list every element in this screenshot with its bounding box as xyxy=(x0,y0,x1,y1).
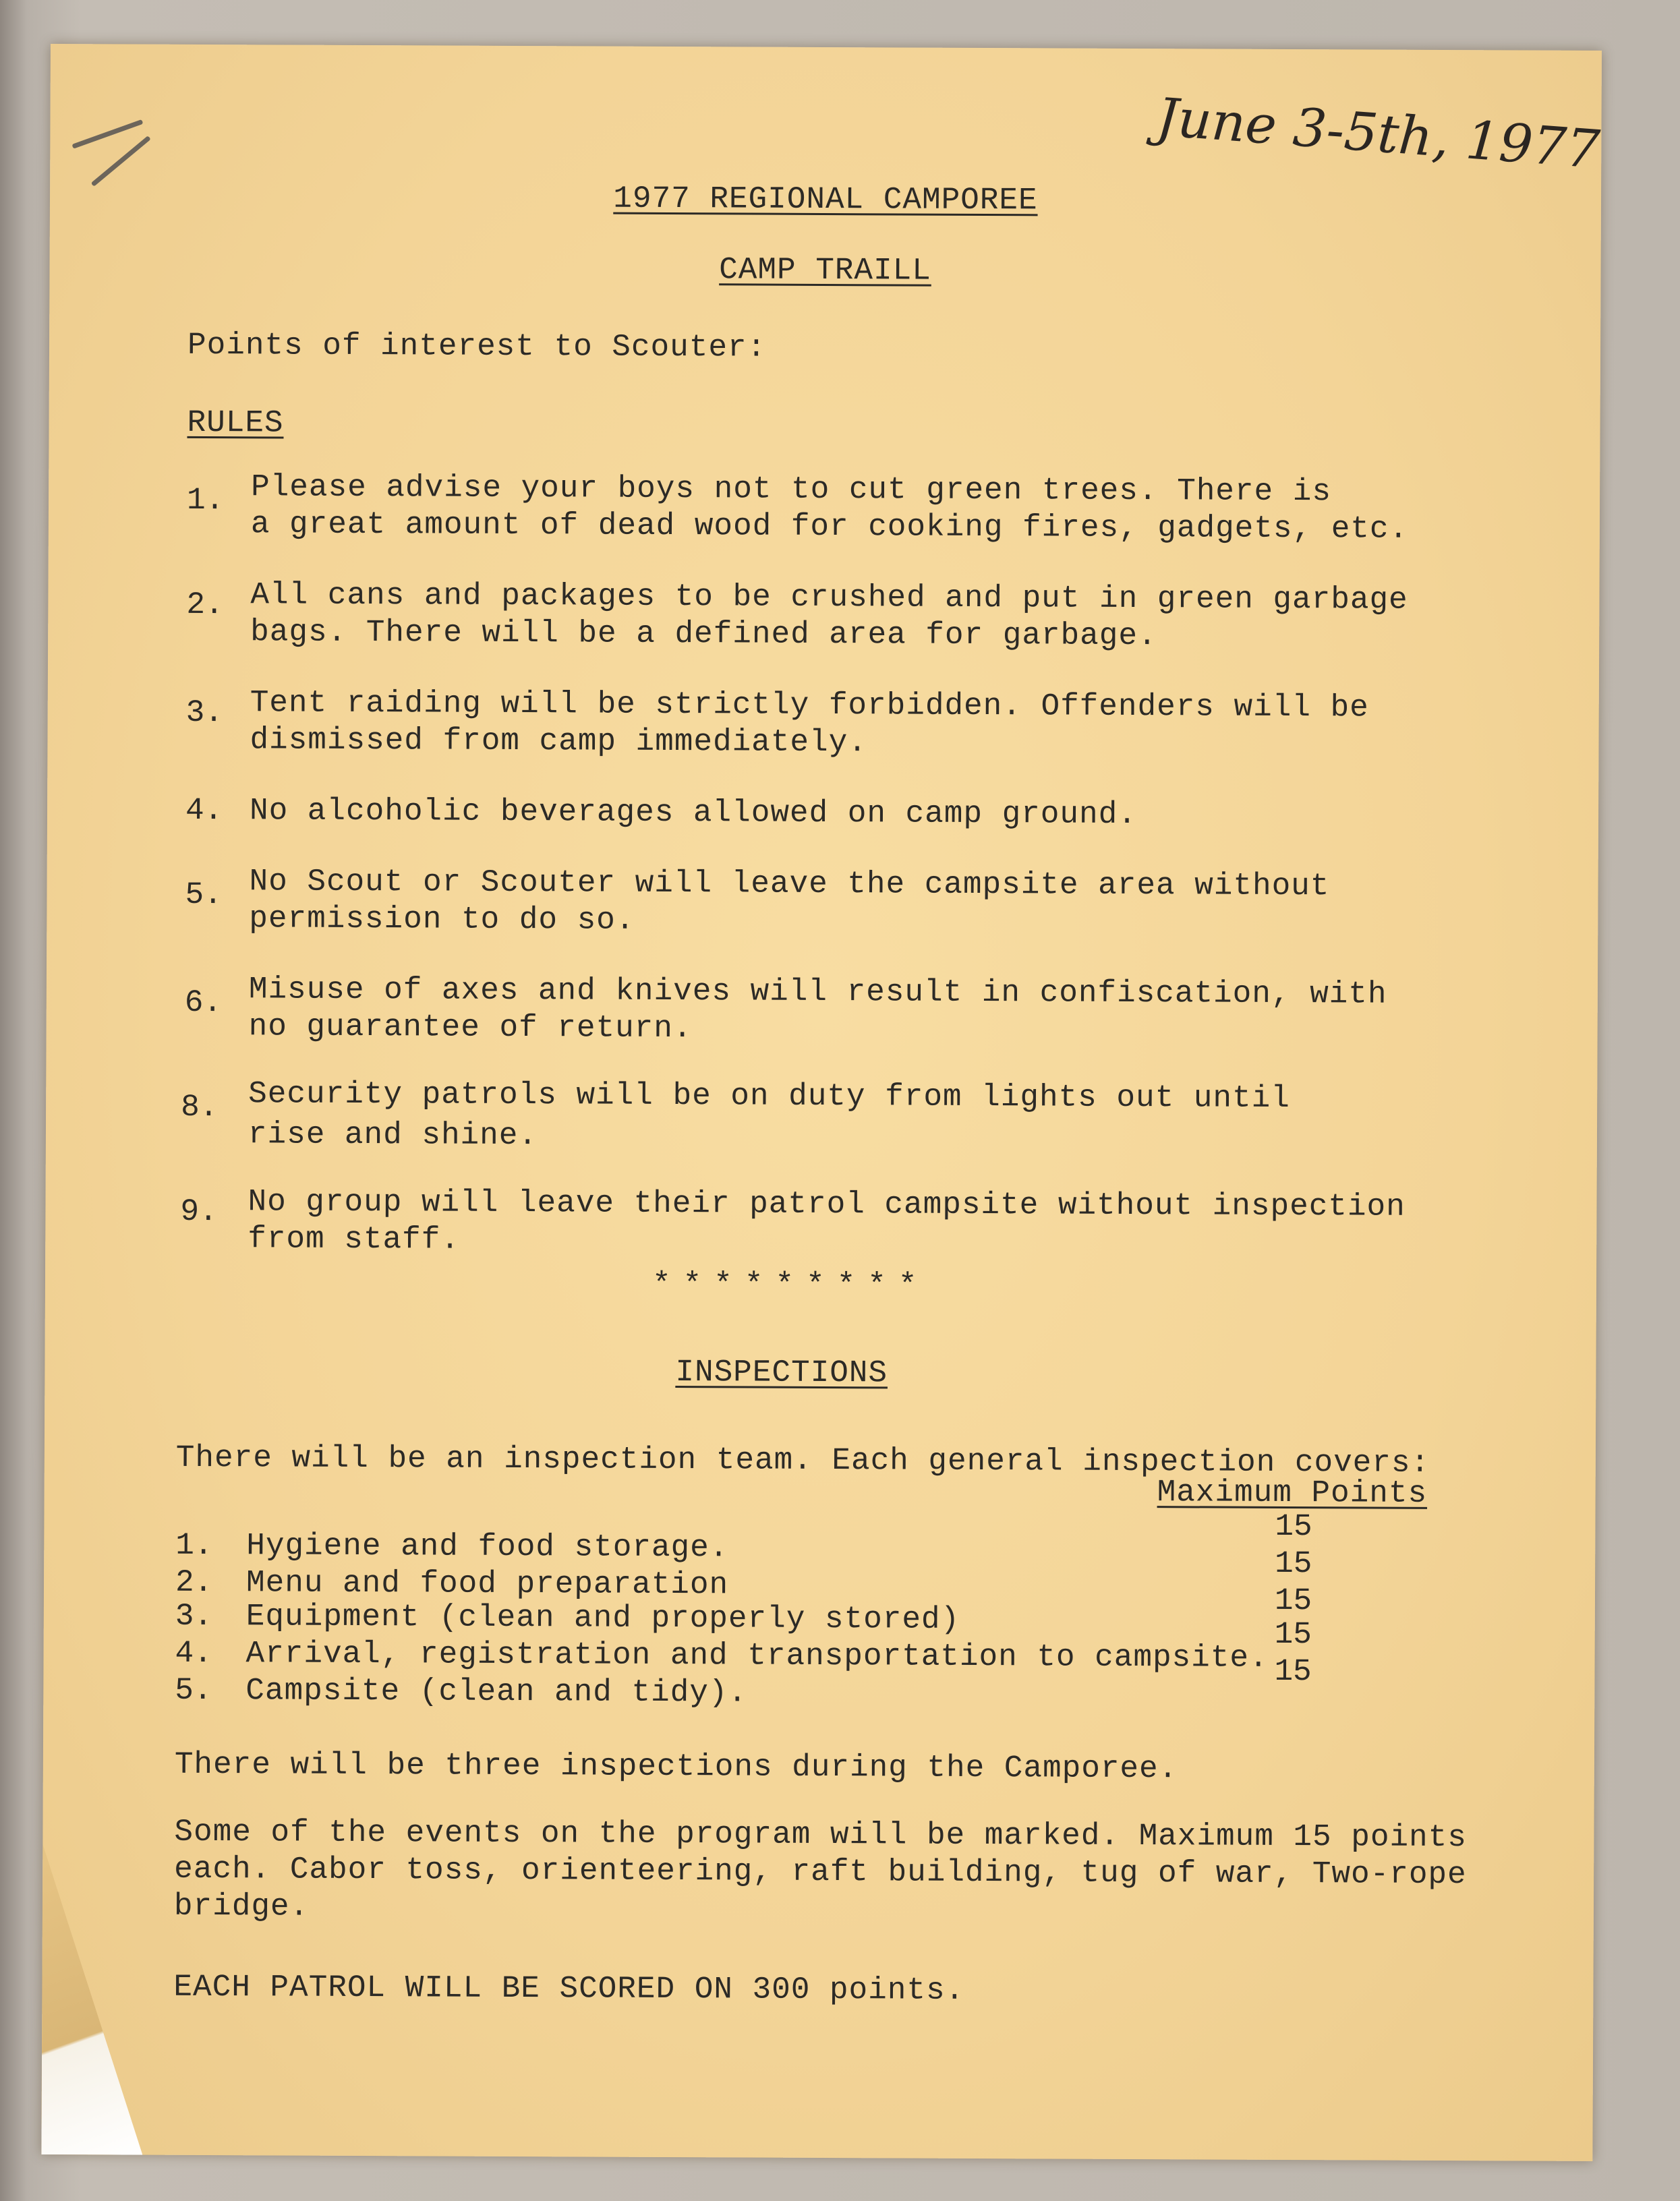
rule-number: 9. xyxy=(180,1194,218,1230)
inspections-heading: INSPECTIONS xyxy=(675,1355,888,1391)
rule-number: 3. xyxy=(185,695,224,731)
document-subtitle: CAMP TRAILL xyxy=(719,252,931,289)
rule-number: 8. xyxy=(181,1089,219,1125)
inspection-points: 15 xyxy=(1274,1583,1312,1619)
rule-line: Please advise your boys not to cut green trees. There is xyxy=(251,469,1332,510)
rule-line: no guarantee of return. xyxy=(248,1009,693,1047)
inspection-number: 2. xyxy=(175,1564,213,1601)
inspection-text: Equipment (clean and properly stored) xyxy=(245,1599,960,1637)
rule-number: 1. xyxy=(186,482,225,519)
rule-line: bags. There will be a defined area for garbage. xyxy=(250,614,1157,654)
rule-line: All cans and packages to be crushed and put in green garbage xyxy=(250,577,1408,618)
rule-line: rise and shine. xyxy=(248,1117,538,1154)
inspection-text: Hygiene and food storage. xyxy=(246,1528,729,1566)
inspection-text: Campsite (clean and tidy). xyxy=(245,1673,748,1711)
inspection-number: 1. xyxy=(175,1527,213,1564)
inspection-number: 5. xyxy=(175,1672,212,1709)
events-line: Some of the events on the program will be marked. Maximum 15 points xyxy=(174,1814,1468,1856)
rule-line: dismissed from camp immediately. xyxy=(250,722,867,761)
final-scoring-line: EACH PATROL WILL BE SCORED ON 300 points. xyxy=(173,1969,965,2008)
intro-line: Points of interest to Scouter: xyxy=(187,327,767,365)
rule-line: a great amount of dead wood for cooking fires, gadgets, etc. xyxy=(250,506,1409,547)
separator-stars: ********* xyxy=(651,1266,929,1303)
inspection-intro: There will be an inspection team. Each general inspection covers: xyxy=(175,1440,1430,1481)
inspection-text: Menu and food preparation xyxy=(245,1565,729,1603)
document-title: 1977 REGIONAL CAMPOREE xyxy=(613,181,1038,218)
rule-number: 5. xyxy=(185,877,223,913)
rules-heading: RULES xyxy=(187,405,284,441)
handwritten-date: June 3-5th, 1977 xyxy=(1155,87,1602,181)
events-line: each. Cabor toss, orienteering, raft building, tug of war, Two-rope xyxy=(174,1851,1467,1893)
folded-corner xyxy=(41,1844,144,2155)
document-page xyxy=(41,44,1602,2161)
rule-line: No group will leave their patrol campsite without inspection xyxy=(248,1184,1406,1225)
rule-line: from staff. xyxy=(248,1221,461,1258)
inspection-text: Arrival, registration and transportation to campsite. xyxy=(245,1636,1269,1676)
staple-mark xyxy=(71,119,143,149)
rule-number: 2. xyxy=(186,587,224,623)
rule-line: Security patrols will be on duty from lights out until xyxy=(248,1076,1290,1117)
rule-number: 4. xyxy=(185,792,223,829)
rule-line: Tent raiding will be strictly forbidden. Offenders will be xyxy=(250,685,1369,726)
three-inspections-line: There will be three inspections during the Camporee. xyxy=(174,1747,1178,1787)
rule-line: Misuse of axes and knives will result in confiscation, with xyxy=(248,972,1387,1012)
inspection-points: 15 xyxy=(1275,1546,1312,1582)
inspection-number: 3. xyxy=(175,1598,213,1635)
events-line: bridge. xyxy=(173,1888,310,1925)
rule-number: 6. xyxy=(184,985,223,1021)
inspection-points: 15 xyxy=(1274,1653,1312,1690)
rule-line: No Scout or Scouter will leave the campsite area without xyxy=(249,864,1330,904)
rule-line: No alcoholic beverages allowed on camp ground. xyxy=(249,793,1137,833)
inspection-number: 4. xyxy=(175,1635,212,1672)
rule-line: permission to do so. xyxy=(249,901,635,938)
max-points-header: Maximum Points xyxy=(1157,1475,1428,1511)
inspection-points: 15 xyxy=(1275,1508,1312,1545)
inspection-points: 15 xyxy=(1274,1616,1312,1653)
